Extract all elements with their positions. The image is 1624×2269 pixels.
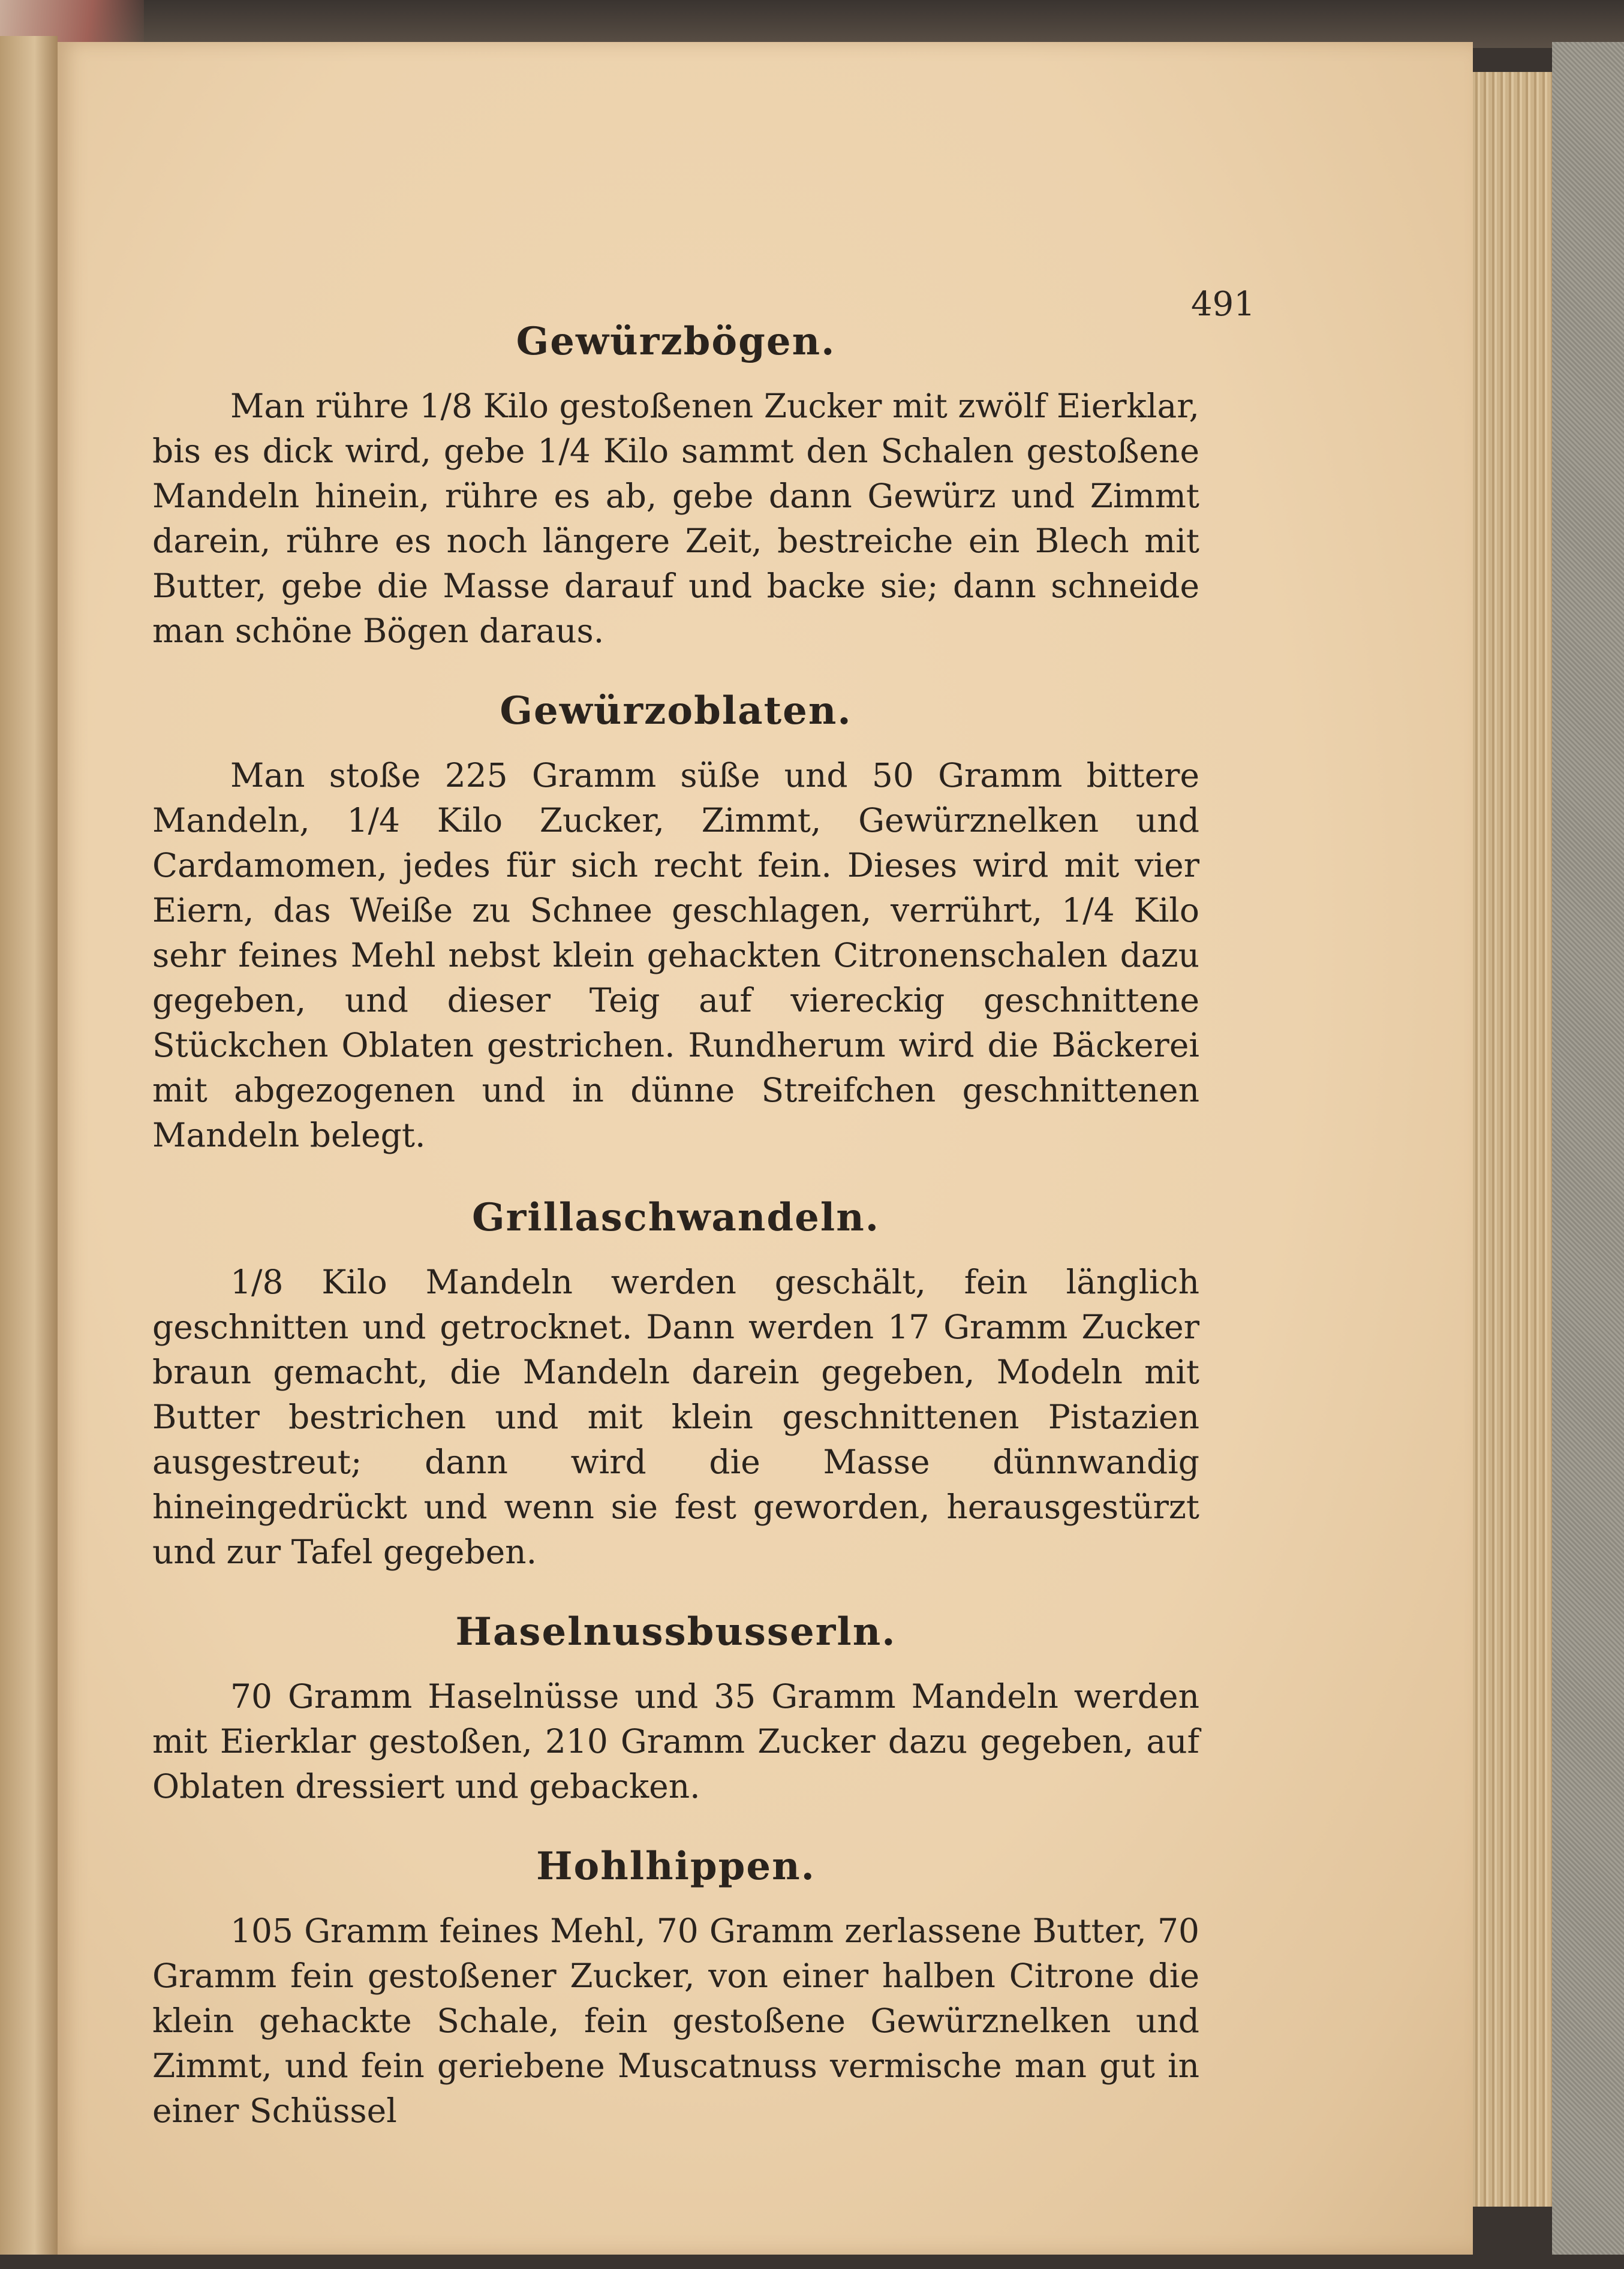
recipe-section	[152, 1843, 1199, 2133]
book-cover	[1552, 42, 1624, 2255]
recipe-heading: Haselnussbusserln.	[455, 1609, 897, 1654]
recipe-section	[152, 1194, 1199, 1575]
previous-page-edge	[0, 36, 58, 2255]
recipe-text: 105 Gramm feines Mehl, 70 Gramm zerlassene Butter, 70 Gramm fein gestoßener Zucker, von einer halben Citrone die klein gehackte Schale, fein gestoßene Gewürznelken und Zimmt, und fein geriebene Muscatnuss vermische man gut in einer Schüssel	[152, 1912, 1199, 2130]
page-block-edges	[1463, 72, 1565, 2207]
page-content	[152, 318, 1199, 2155]
recipe-text: 70 Gramm Haselnüsse und 35 Gramm Mandeln werden mit Eierklar gestoßen, 210 Gramm Zucker dazu gegeben, auf Oblaten dressiert und gebacken.	[152, 1677, 1199, 1805]
recipe-heading: Gewürzoblaten.	[500, 688, 852, 733]
recipe-heading: Grillaschwandeln.	[472, 1195, 880, 1240]
recipe-heading: Hohlhippen.	[536, 1844, 816, 1889]
recipe-heading: Gewürzbögen.	[516, 319, 836, 364]
recipe-section	[152, 687, 1199, 1158]
scan-background-top	[0, 0, 1624, 48]
recipe-section	[152, 1608, 1199, 1809]
recipe-section	[152, 318, 1199, 654]
page-number: 491	[1191, 285, 1255, 324]
recipe-text: Man stoße 225 Gramm süße und 50 Gramm bittere Mandeln, 1/4 Kilo Zucker, Zimmt, Gewürznelken und Cardamomen, jedes für sich recht fein. Dieses wird mit vier Eiern, das Weiße zu Schnee geschlagen, verrührt, 1/4 Kilo sehr feines Mehl nebst klein gehackten Citronenschalen dazu gegeben, und dieser Teig auf viereckig geschnittene Stückchen Oblaten gestrichen. Rundherum wird die Bäckerei mit abgezogenen und in dünne Streifchen geschnittenen Mandeln belegt.	[152, 756, 1199, 1154]
recipe-text: Man rühre 1/8 Kilo gestoßenen Zucker mit zwölf Eierklar, bis es dick wird, gebe 1/4 Kilo sammt den Schalen gestoßene Mandeln hinein, rühre es ab, gebe dann Gewürz und Zimmt darein, rühre es noch längere Zeit, bestreiche ein Blech mit Butter, gebe die Masse darauf und backe sie; dann schneide man schöne Bögen daraus.	[152, 387, 1199, 650]
recipe-text: 1/8 Kilo Mandeln werden geschält, fein länglich geschnitten und getrocknet. Dann werden 17 Gramm Zucker braun gemacht, die Mandeln darein gegeben, Modeln mit Butter bestrichen und mit klein geschnittenen Pistazien ausgestreut; dann wird die Masse dünnwandig hineingedrückt und wenn sie fest geworden, herausgestürzt und zur Tafel gegeben.	[152, 1263, 1199, 1571]
